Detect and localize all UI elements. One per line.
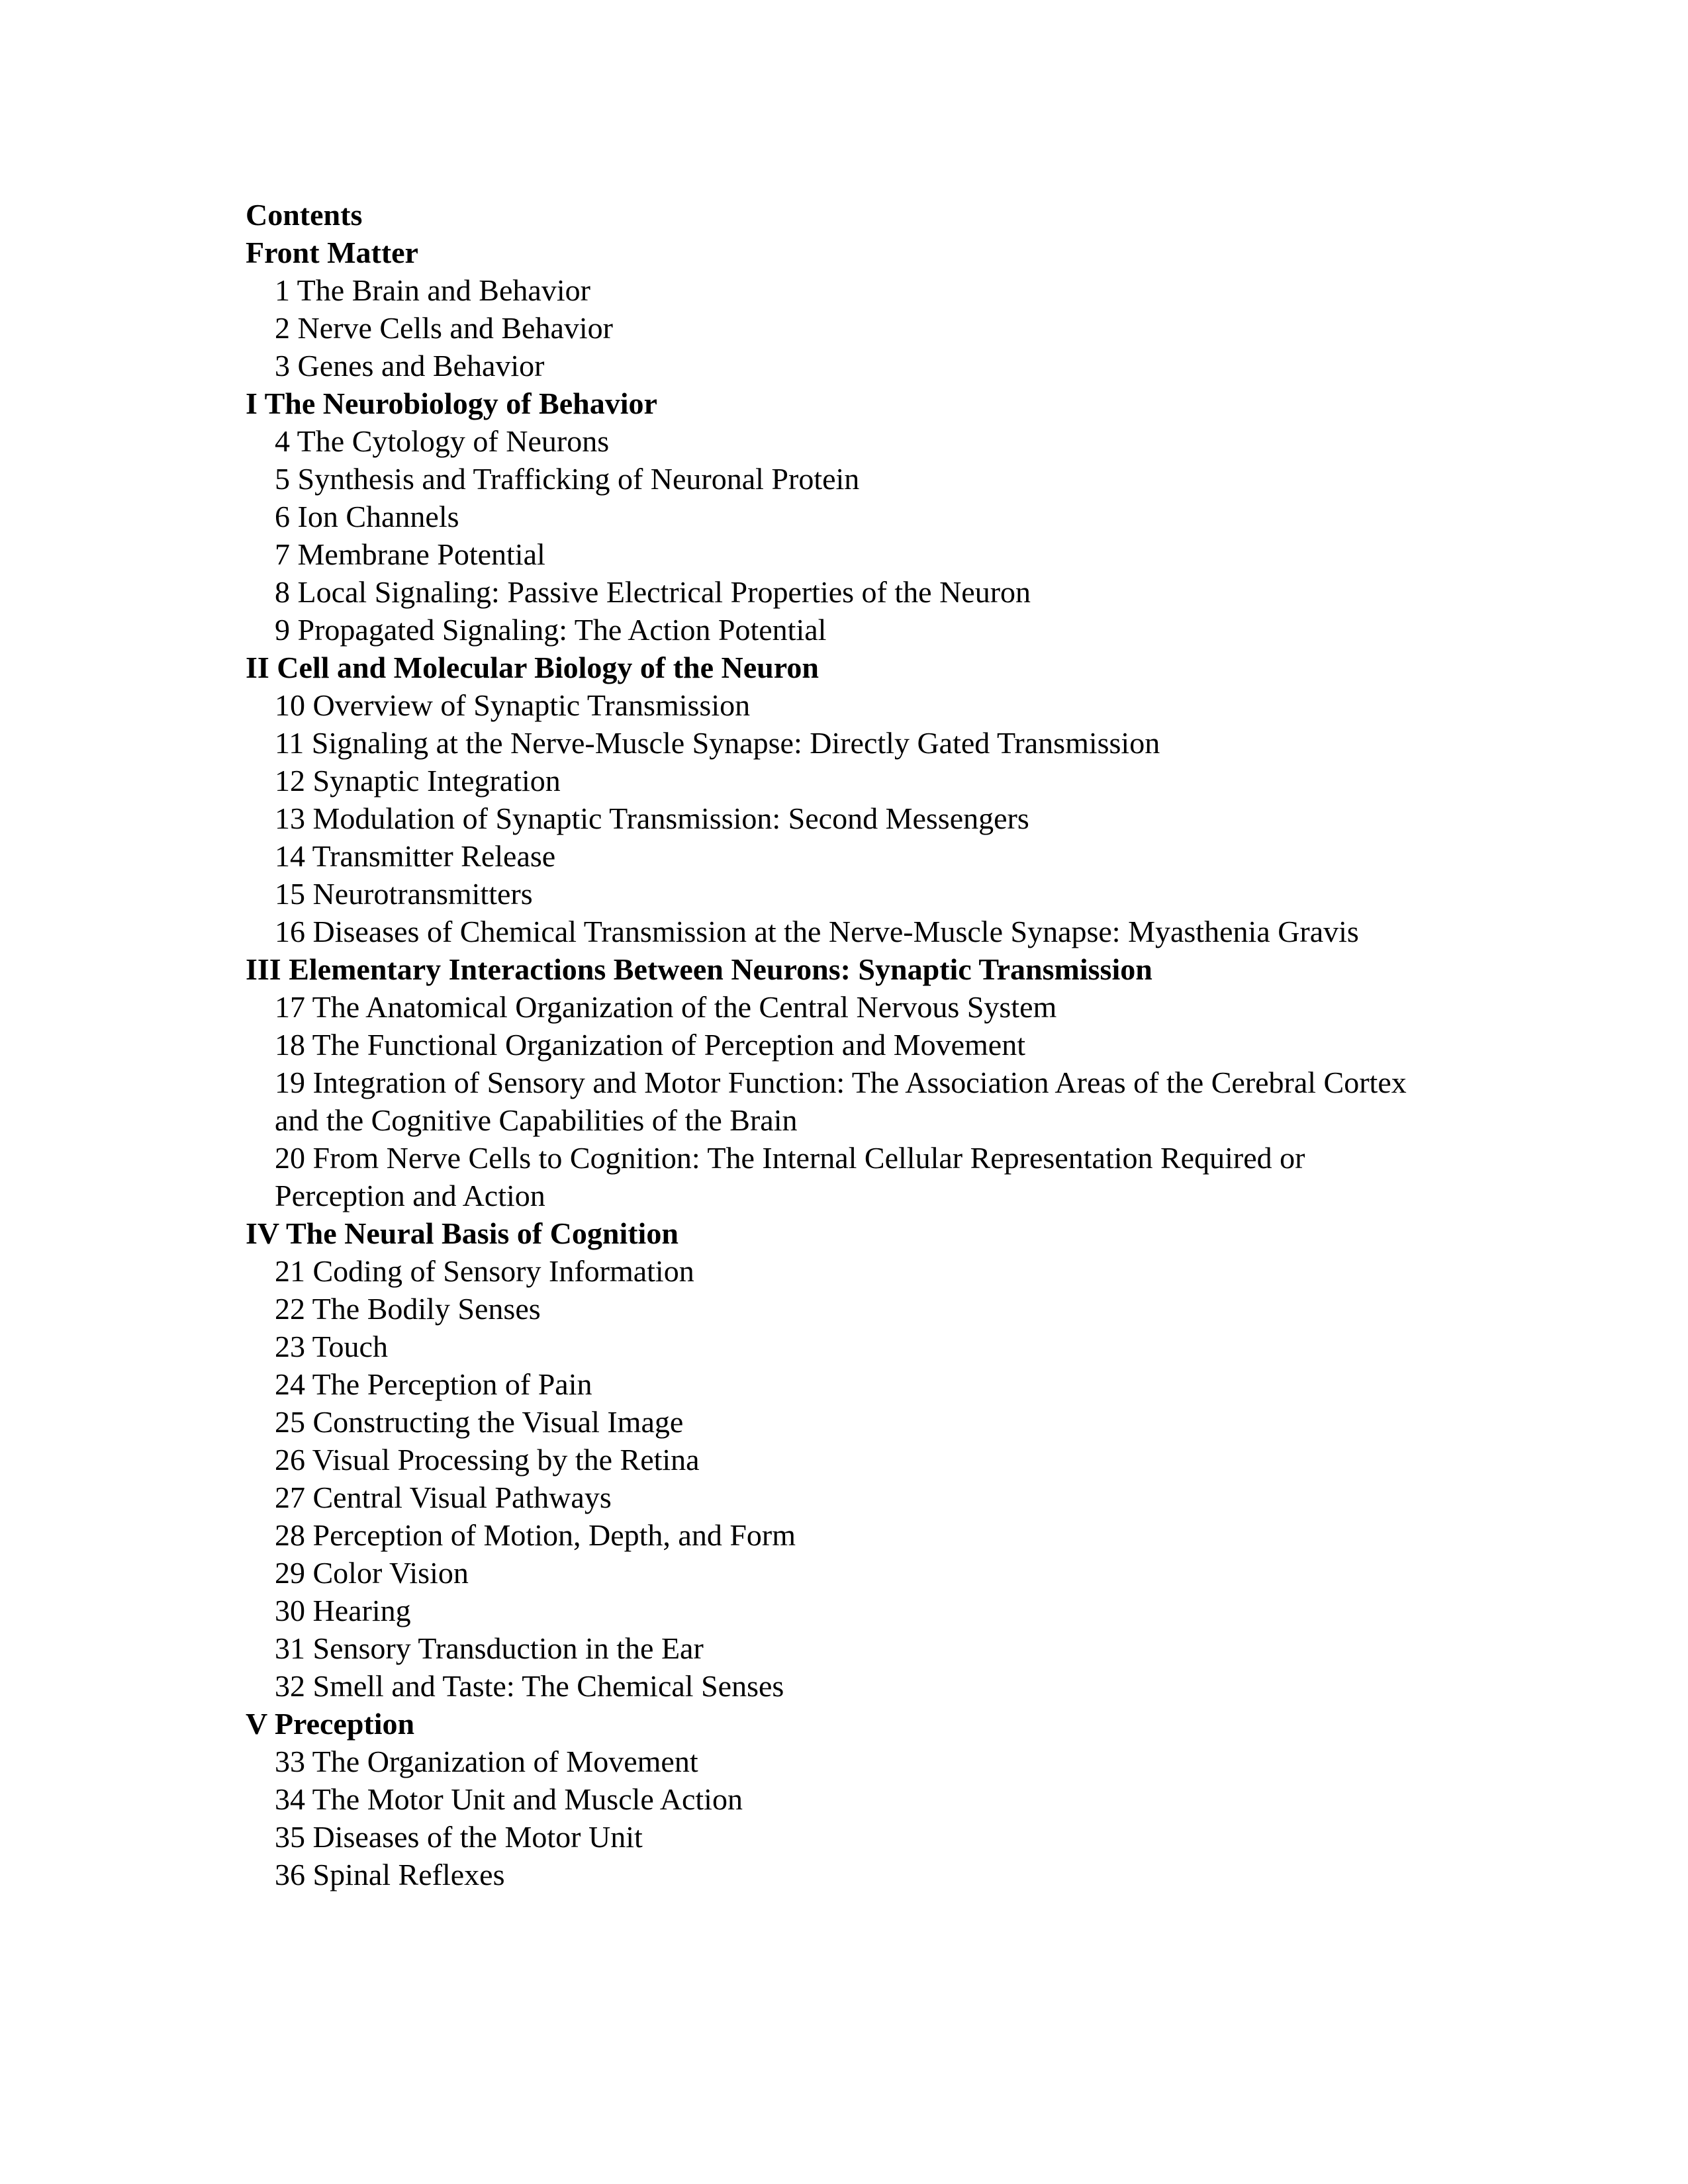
chapter-number: 10: [275, 688, 305, 722]
chapter-title: Central Visual Pathways: [312, 1480, 612, 1514]
chapter-entry-20: [246, 1139, 1424, 1214]
chapter-title: Diseases of Chemical Transmission at the Nerve-Muscle Synapse: Myasthenia Gravis: [312, 915, 1359, 948]
chapter-title: Local Signaling: Passive Electrical Properties of the Neuron: [297, 575, 1031, 609]
chapter-title: Touch: [312, 1330, 388, 1363]
chapter-title: Hearing: [312, 1594, 411, 1627]
chapter-number: 25: [275, 1405, 305, 1439]
contents-title: Contents: [246, 198, 363, 232]
chapter-list: [246, 422, 1424, 649]
chapter-number: 23: [275, 1330, 305, 1363]
chapter-title: Overview of Synaptic Transmission: [312, 688, 751, 722]
chapter-number: 2: [275, 311, 290, 345]
chapter-number: 35: [275, 1820, 305, 1854]
chapter-title: The Functional Organization of Perception and Movement: [312, 1028, 1025, 1062]
chapter-number: 16: [275, 915, 305, 948]
chapter-entry-26: [246, 1441, 1424, 1479]
chapter-entry-35: [246, 1818, 1424, 1856]
chapter-title: The Cytology of Neurons: [297, 424, 610, 458]
section-heading: V Preception: [246, 1707, 415, 1741]
chapter-title: Modulation of Synaptic Transmission: Second Messengers: [312, 801, 1029, 835]
chapter-entry-24: [246, 1365, 1424, 1403]
chapter-number: 17: [275, 990, 305, 1024]
chapter-list: [246, 271, 1424, 385]
chapter-entry-11: [246, 724, 1424, 762]
chapter-entry-17: [246, 988, 1424, 1026]
chapter-list: [246, 1252, 1424, 1705]
chapter-entry-10: [246, 686, 1424, 724]
section-heading: Front Matter: [246, 236, 418, 269]
chapter-entry-9: [246, 611, 1424, 649]
section-heading: I The Neurobiology of Behavior: [246, 387, 657, 420]
chapter-list: [246, 1743, 1424, 1893]
chapter-number: 36: [275, 1858, 305, 1891]
chapter-entry-21: [246, 1252, 1424, 1290]
chapter-entry-8: [246, 573, 1424, 611]
chapter-number: 28: [275, 1518, 305, 1552]
chapter-title: Genes and Behavior: [297, 349, 545, 383]
chapter-number: 1: [275, 273, 290, 307]
chapter-title: The Perception of Pain: [312, 1367, 592, 1401]
chapter-entry-16: [246, 913, 1424, 950]
chapter-entry-1: [246, 271, 1424, 309]
section-heading: III Elementary Interactions Between Neurons: Synaptic Transmission: [246, 952, 1152, 986]
chapter-number: 30: [275, 1594, 305, 1627]
chapter-number: 27: [275, 1480, 305, 1514]
chapter-number: 8: [275, 575, 290, 609]
chapter-title: Transmitter Release: [312, 839, 556, 873]
chapter-number: 29: [275, 1556, 305, 1590]
chapter-entry-3: [246, 347, 1424, 385]
chapter-title: Sensory Transduction in the Ear: [312, 1631, 704, 1665]
chapter-entry-23: [246, 1328, 1424, 1365]
chapter-number: 11: [275, 726, 305, 760]
chapter-entry-29: [246, 1554, 1424, 1592]
chapter-title: Propagated Signaling: The Action Potential: [297, 613, 827, 647]
chapter-number: 20: [275, 1141, 305, 1175]
chapter-title: Perception of Motion, Depth, and Form: [312, 1518, 796, 1552]
chapter-title: The Motor Unit and Muscle Action: [312, 1782, 743, 1816]
chapter-title: The Brain and Behavior: [297, 273, 590, 307]
chapter-number: 3: [275, 349, 290, 383]
chapter-title: Visual Processing by the Retina: [312, 1443, 700, 1477]
chapter-title: Ion Channels: [297, 500, 459, 533]
chapter-number: 15: [275, 877, 305, 911]
chapter-title: From Nerve Cells to Cognition: The Internal Cellular Representation Required or Perception and Action: [275, 1141, 1305, 1212]
chapter-entry-27: [246, 1479, 1424, 1516]
chapter-number: 22: [275, 1292, 305, 1326]
chapter-title: Membrane Potential: [297, 537, 545, 571]
chapter-title: Constructing the Visual Image: [312, 1405, 684, 1439]
chapter-entry-22: [246, 1290, 1424, 1328]
section-part-ii: [246, 649, 1424, 950]
chapter-number: 9: [275, 613, 290, 647]
section-front-matter: [246, 234, 1424, 385]
chapter-entry-12: [246, 762, 1424, 799]
chapter-entry-31: [246, 1629, 1424, 1667]
chapter-entry-15: [246, 875, 1424, 913]
chapter-entry-6: [246, 498, 1424, 535]
chapter-entry-18: [246, 1026, 1424, 1064]
chapter-title: Neurotransmitters: [312, 877, 533, 911]
chapter-title: Smell and Taste: The Chemical Senses: [312, 1669, 784, 1703]
chapter-title: Signaling at the Nerve-Muscle Synapse: Directly Gated Transmission: [311, 726, 1160, 760]
chapter-entry-19: [246, 1064, 1424, 1139]
chapter-number: 24: [275, 1367, 305, 1401]
chapter-number: 6: [275, 500, 290, 533]
chapter-title: Diseases of the Motor Unit: [312, 1820, 643, 1854]
section-heading: IV The Neural Basis of Cognition: [246, 1216, 679, 1250]
chapter-list: [246, 686, 1424, 950]
section-heading: II Cell and Molecular Biology of the Neuron: [246, 651, 819, 684]
chapter-number: 32: [275, 1669, 305, 1703]
chapter-title: The Organization of Movement: [312, 1745, 698, 1778]
chapter-entry-14: [246, 837, 1424, 875]
chapter-title: Spinal Reflexes: [312, 1858, 505, 1891]
chapter-title: Integration of Sensory and Motor Function: The Association Areas of the Cerebral Cortex and the Cognitive Capabilities of the Brain: [275, 1066, 1407, 1137]
chapter-entry-13: [246, 799, 1424, 837]
chapter-entry-28: [246, 1516, 1424, 1554]
chapter-entry-5: [246, 460, 1424, 498]
chapter-number: 7: [275, 537, 290, 571]
chapter-entry-7: [246, 535, 1424, 573]
chapter-number: 31: [275, 1631, 305, 1665]
chapter-entry-36: [246, 1856, 1424, 1893]
chapter-number: 21: [275, 1254, 305, 1288]
chapter-list: [246, 988, 1424, 1214]
chapter-title: Coding of Sensory Information: [312, 1254, 694, 1288]
chapter-number: 33: [275, 1745, 305, 1778]
section-part-iii: [246, 950, 1424, 1214]
chapter-entry-30: [246, 1592, 1424, 1629]
section-part-iv: [246, 1214, 1424, 1705]
chapter-title: Nerve Cells and Behavior: [297, 311, 613, 345]
section-part-v: [246, 1705, 1424, 1893]
chapter-number: 13: [275, 801, 305, 835]
chapter-entry-34: [246, 1780, 1424, 1818]
chapter-entry-4: [246, 422, 1424, 460]
chapter-title: The Bodily Senses: [312, 1292, 541, 1326]
chapter-number: 14: [275, 839, 305, 873]
table-of-contents: [246, 196, 1424, 1893]
chapter-entry-33: [246, 1743, 1424, 1780]
chapter-number: 12: [275, 764, 305, 797]
chapter-title: The Anatomical Organization of the Central Nervous System: [312, 990, 1057, 1024]
chapter-number: 18: [275, 1028, 305, 1062]
chapter-entry-25: [246, 1403, 1424, 1441]
section-part-i: [246, 385, 1424, 649]
chapter-number: 5: [275, 462, 290, 496]
chapter-number: 34: [275, 1782, 305, 1816]
chapter-number: 4: [275, 424, 290, 458]
chapter-title: Color Vision: [312, 1556, 469, 1590]
chapter-number: 26: [275, 1443, 305, 1477]
chapter-title: Synaptic Integration: [312, 764, 561, 797]
chapter-title: Synthesis and Trafficking of Neuronal Protein: [297, 462, 860, 496]
chapter-number: 19: [275, 1066, 305, 1099]
chapter-entry-2: [246, 309, 1424, 347]
chapter-entry-32: [246, 1667, 1424, 1705]
